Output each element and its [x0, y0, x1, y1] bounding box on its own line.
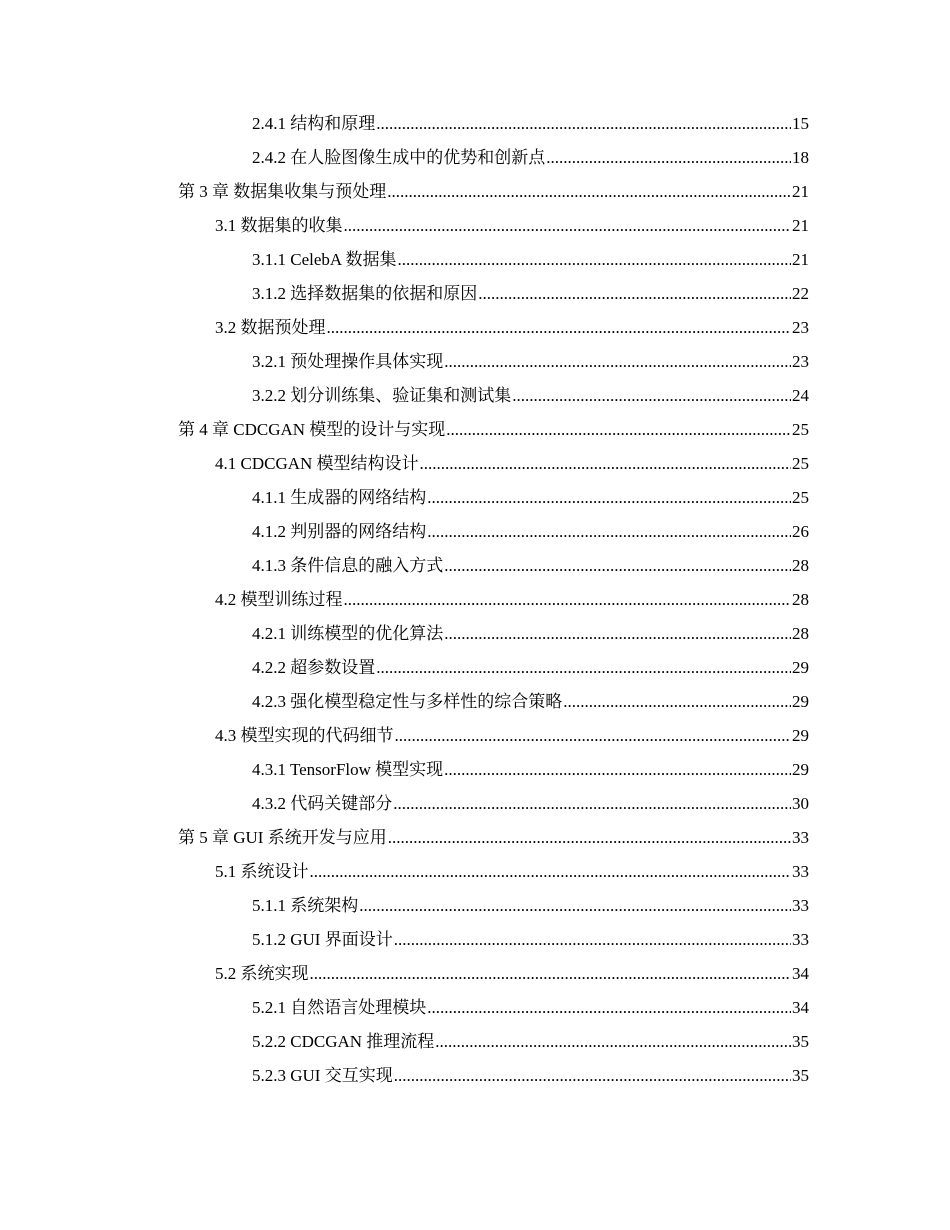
toc-page-number: 18 [792, 148, 809, 167]
toc-entry-title: 4.2 模型训练过程 [215, 590, 343, 609]
toc-entry-title: 5.2.2 CDCGAN 推理流程 [252, 1032, 435, 1051]
toc-page-number: 23 [792, 318, 809, 337]
toc-page-number: 26 [792, 522, 809, 541]
toc-page-number: 35 [792, 1066, 809, 1085]
toc-page-number: 25 [792, 488, 809, 507]
toc-entry[interactable] [0, 277, 950, 311]
toc-entry-title: 3.2 数据预处理 [215, 318, 326, 337]
toc-entry[interactable] [0, 651, 950, 685]
toc-entry-title: 5.1.2 GUI 界面设计 [252, 930, 393, 949]
toc-dot-leader [327, 311, 792, 345]
toc-entry-title: 4.3 模型实现的代码细节 [215, 726, 394, 745]
toc-entry-title: 5.2.3 GUI 交互实现 [252, 1066, 393, 1085]
toc-entry[interactable] [0, 1025, 950, 1059]
toc-dot-leader [427, 515, 791, 549]
toc-entry[interactable] [0, 719, 950, 753]
toc-entry[interactable] [0, 923, 950, 957]
toc-dot-leader [446, 413, 791, 447]
toc-entry[interactable] [0, 549, 950, 583]
toc-entry-title: 4.2.2 超参数设置 [252, 658, 376, 677]
toc-dot-leader [435, 1025, 791, 1059]
toc-page-number: 29 [792, 692, 809, 711]
toc-dot-leader [393, 787, 791, 821]
toc-entry[interactable] [0, 481, 950, 515]
toc-entry[interactable] [0, 991, 950, 1025]
toc-entry[interactable] [0, 311, 950, 345]
toc-entry-title: 5.1 系统设计 [215, 862, 309, 881]
toc-entry[interactable] [0, 957, 950, 991]
toc-page-number: 25 [792, 454, 809, 473]
toc-page-number: 29 [792, 658, 809, 677]
toc-page-number: 21 [792, 182, 809, 201]
toc-entry[interactable] [0, 243, 950, 277]
toc-page-number: 30 [792, 794, 809, 813]
toc-entry[interactable] [0, 447, 950, 481]
toc-entry-title: 5.2.1 自然语言处理模块 [252, 998, 427, 1017]
toc-dot-leader [444, 753, 791, 787]
toc-entry-title: 4.2.1 训练模型的优化算法 [252, 624, 444, 643]
toc-page-number: 25 [792, 420, 809, 439]
toc-page-number: 24 [792, 386, 809, 405]
toc-dot-leader [310, 957, 792, 991]
toc-dot-leader [427, 481, 791, 515]
toc-entry-title: 4.1 CDCGAN 模型结构设计 [215, 454, 419, 473]
toc-entry-title: 3.1 数据集的收集 [215, 216, 343, 235]
toc-page-number: 22 [792, 284, 809, 303]
toc-dot-leader [394, 923, 791, 957]
toc-dot-leader [444, 345, 791, 379]
toc-page-number: 28 [792, 624, 809, 643]
toc-entry[interactable] [0, 583, 950, 617]
toc-dot-leader [359, 889, 791, 923]
toc-page-number: 33 [792, 896, 809, 915]
toc-page-number: 34 [792, 964, 809, 983]
toc-page-number: 28 [792, 556, 809, 575]
toc-entry[interactable] [0, 379, 950, 413]
toc-entry[interactable] [0, 413, 950, 447]
toc-dot-leader [427, 991, 791, 1025]
toc-entry[interactable] [0, 617, 950, 651]
toc-entry[interactable] [0, 787, 950, 821]
toc-entry[interactable] [0, 685, 950, 719]
toc-entry[interactable] [0, 855, 950, 889]
toc-entry[interactable] [0, 141, 950, 175]
toc-dot-leader [344, 583, 792, 617]
toc-entry[interactable] [0, 889, 950, 923]
toc-page-number: 35 [792, 1032, 809, 1051]
toc-entry-title: 第 5 章 GUI 系统开发与应用 [178, 828, 387, 847]
toc-dot-leader [478, 277, 791, 311]
toc-page-number: 23 [792, 352, 809, 371]
toc-entry[interactable] [0, 175, 950, 209]
toc-dot-leader [394, 1059, 791, 1093]
toc-entry-title: 2.4.1 结构和原理 [252, 114, 376, 133]
toc-entry-title: 2.4.2 在人脸图像生成中的优势和创新点 [252, 148, 546, 167]
toc-page-number: 33 [792, 930, 809, 949]
toc-page-number: 33 [792, 862, 809, 881]
table-of-contents [0, 107, 950, 1093]
toc-entry-title: 3.2.2 划分训练集、验证集和测试集 [252, 386, 512, 405]
toc-entry[interactable] [0, 345, 950, 379]
toc-dot-leader [376, 651, 791, 685]
toc-page-number: 28 [792, 590, 809, 609]
toc-dot-leader [376, 107, 791, 141]
toc-entry[interactable] [0, 1059, 950, 1093]
toc-entry-title: 4.1.1 生成器的网络结构 [252, 488, 427, 507]
toc-page-number: 34 [792, 998, 809, 1017]
toc-dot-leader [512, 379, 791, 413]
toc-page-number: 21 [792, 216, 809, 235]
toc-entry[interactable] [0, 107, 950, 141]
toc-dot-leader [310, 855, 792, 889]
toc-entry-title: 4.1.3 条件信息的融入方式 [252, 556, 444, 575]
toc-entry-title: 5.2 系统实现 [215, 964, 309, 983]
toc-page-number: 29 [792, 760, 809, 779]
toc-dot-leader [387, 175, 791, 209]
toc-entry-title: 4.3.1 TensorFlow 模型实现 [252, 760, 444, 779]
toc-entry-title: 3.1.1 CelebA 数据集 [252, 250, 397, 269]
toc-page-number: 15 [792, 114, 809, 133]
toc-dot-leader [420, 447, 791, 481]
toc-dot-leader [388, 821, 791, 855]
toc-dot-leader [444, 549, 791, 583]
toc-entry[interactable] [0, 209, 950, 243]
toc-dot-leader [563, 685, 791, 719]
toc-dot-leader [344, 209, 792, 243]
toc-dot-leader [398, 243, 792, 277]
toc-entry-title: 3.2.1 预处理操作具体实现 [252, 352, 444, 371]
toc-entry-title: 4.1.2 判别器的网络结构 [252, 522, 427, 541]
toc-entry-title: 4.3.2 代码关键部分 [252, 794, 393, 813]
toc-entry[interactable] [0, 821, 950, 855]
toc-dot-leader [395, 719, 792, 753]
toc-entry-title: 第 3 章 数据集收集与预处理 [178, 182, 387, 201]
toc-entry[interactable] [0, 753, 950, 787]
toc-entry[interactable] [0, 515, 950, 549]
toc-page-number: 33 [792, 828, 809, 847]
toc-entry-title: 3.1.2 选择数据集的依据和原因 [252, 284, 478, 303]
toc-page-number: 29 [792, 726, 809, 745]
toc-page-number: 21 [792, 250, 809, 269]
toc-entry-title: 第 4 章 CDCGAN 模型的设计与实现 [178, 420, 446, 439]
toc-dot-leader [444, 617, 791, 651]
toc-entry-title: 4.2.3 强化模型稳定性与多样性的综合策略 [252, 692, 563, 711]
toc-dot-leader [546, 141, 791, 175]
toc-entry-title: 5.1.1 系统架构 [252, 896, 359, 915]
